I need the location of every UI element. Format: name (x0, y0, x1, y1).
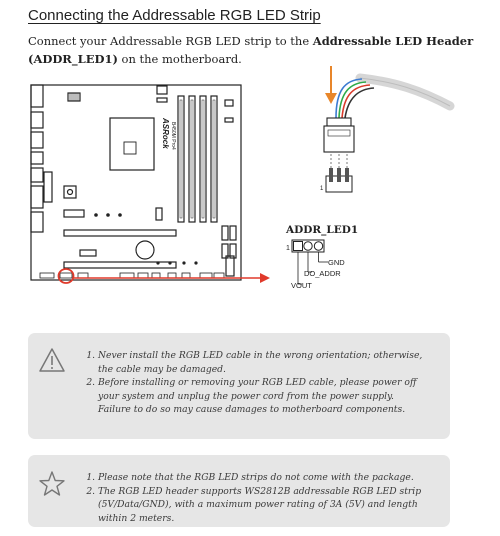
warning-item: 2. Before installing or removing your RGB LED cable, please power off your system and unplug the power cord from the power supply. Failure to do so may cause damages to motherboard components. (98, 376, 428, 417)
rgb-cable-connector (324, 118, 354, 152)
header-pins-illustration (326, 168, 352, 192)
led-strip-illustration (336, 78, 450, 118)
motherboard-diagram (31, 85, 241, 280)
board-brand-logo: ASRock (161, 118, 170, 149)
warning-triangle-icon (38, 333, 66, 439)
pin-do-addr-label: DO_ADDR (304, 269, 341, 278)
warning-item: 1. Never install the RGB LED cable in the wrong orientation; otherwise, the cable may be damaged. (98, 349, 428, 376)
note-item: 1. Please note that the RGB LED strips do not come with the package. (98, 471, 428, 485)
section-title: Connecting the Addressable RGB LED Strip (28, 7, 321, 24)
note-item: 2. The RGB LED header supports WS2812B addressable RGB LED strip (5V/Data/GND), with a maximum power rating of 3A (5V) and length within 2 meters. (98, 485, 428, 526)
warning-list (84, 349, 428, 417)
warning-box (28, 333, 450, 439)
intro-header-name: Addressable LED Header (ADDR_LED1) (28, 34, 474, 66)
note-box (28, 455, 450, 527)
header-name-label: ADDR_LED1 (286, 224, 359, 236)
intro-text-end: on the motherboard. (117, 52, 242, 66)
pin-one-label: 1 (286, 245, 290, 252)
connection-figure (0, 60, 500, 300)
star-icon (38, 455, 66, 515)
connector-pin-one-label: 1 (320, 186, 324, 192)
notes-list (84, 471, 428, 525)
insert-arrow-head (325, 93, 337, 104)
header-highlight-circle (59, 269, 74, 283)
board-model: B450M Pro4 (170, 122, 176, 150)
pointer-arrow-head (260, 273, 270, 283)
intro-text-start: Connect your Addressable RGB LED strip to the (28, 34, 313, 48)
pin-vout-label: VOUT (291, 281, 312, 290)
pin-gnd-label: GND (328, 258, 345, 267)
